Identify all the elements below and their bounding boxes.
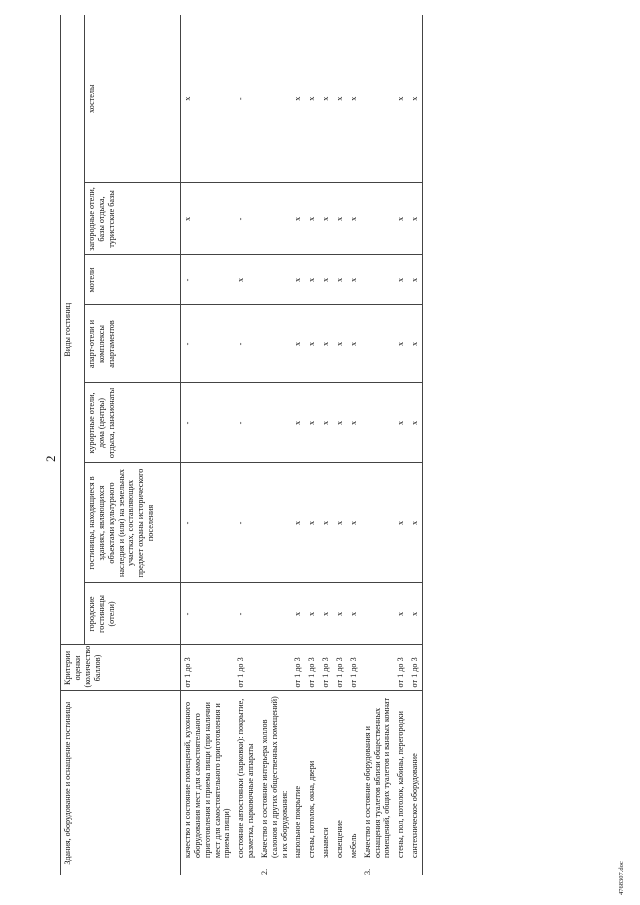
mark-cell: x xyxy=(291,255,305,305)
row-criteria: от 1 до 3 xyxy=(347,645,361,691)
mark-cell: - xyxy=(234,463,258,583)
mark-cell: x xyxy=(291,305,305,383)
row-criteria: от 1 до 3 xyxy=(234,645,258,691)
row-name: стены, пол, потолок, кабины, перегородки xyxy=(396,711,406,858)
mark-cell: x xyxy=(394,255,408,305)
mark-cell: x xyxy=(291,15,305,183)
header-type-motel: мотели xyxy=(85,255,181,305)
row-criteria: от 1 до 3 xyxy=(408,645,422,691)
row-number: 2. xyxy=(259,868,269,875)
mark-cell: x xyxy=(305,183,319,255)
row-name: стены, потолок, окна, двери xyxy=(307,760,317,858)
mark-cell: x xyxy=(291,383,305,463)
header-type-hostel: хостелы xyxy=(85,15,181,183)
row-name: сантехническое оборудование xyxy=(408,691,422,861)
mark-cell: x xyxy=(305,463,319,583)
mark-cell: x xyxy=(347,463,361,583)
mark-cell: - xyxy=(181,583,235,645)
mark-cell: x xyxy=(319,183,333,255)
mark-cell: x xyxy=(408,183,422,255)
row-number xyxy=(333,861,347,875)
mark-cell: x xyxy=(408,463,422,583)
row-number xyxy=(394,861,408,875)
row-name: Качество и состояние интерьера холлов (салонов и других общественных помещений) и их оборудования: xyxy=(259,696,289,858)
row-name: качество и состояние помещений, кухонного оборудования мест для самостоятельного приготовления и приема пищи (при наличии мест для самостоятельного приготовления и приема пищи) xyxy=(183,701,232,858)
mark-cell: x xyxy=(181,15,235,183)
header-type-resort: курортные отели, дома (центры) отдыха, пансионаты xyxy=(85,383,181,463)
mark-cell xyxy=(258,183,292,255)
mark-cell xyxy=(258,383,292,463)
header-hotel-types: Виды гостиниц xyxy=(61,15,85,645)
mark-cell: x xyxy=(319,255,333,305)
row-name: напольное покрытие xyxy=(293,786,303,858)
mark-cell xyxy=(258,255,292,305)
row-criteria xyxy=(258,645,292,691)
row-number xyxy=(305,861,319,875)
mark-cell: x xyxy=(305,255,319,305)
mark-cell: - xyxy=(234,183,258,255)
mark-cell: x xyxy=(347,255,361,305)
mark-cell: - xyxy=(181,255,235,305)
header-type-country: загородные отели, базы отдыха, туристские базы xyxy=(85,183,181,255)
mark-cell: - xyxy=(181,383,235,463)
row-criteria: от 1 до 3 xyxy=(394,645,408,691)
mark-cell xyxy=(361,255,395,305)
table-row xyxy=(347,15,361,875)
mark-cell xyxy=(361,183,395,255)
mark-cell: x xyxy=(394,183,408,255)
header-criteria: Критерии оценки (количество баллов) xyxy=(61,645,181,691)
page-number: 2 xyxy=(43,455,58,462)
row-number xyxy=(291,861,305,875)
row-name: Качество и состояние оборудования и оснащения туалетов вблизи общественных помещений, общих туалетов и ванных комнат xyxy=(362,697,392,858)
row-criteria: от 1 до 3 xyxy=(319,645,333,691)
mark-cell: - xyxy=(181,305,235,383)
mark-cell: x xyxy=(234,255,258,305)
row-criteria xyxy=(361,645,395,691)
mark-cell xyxy=(361,383,395,463)
mark-cell: x xyxy=(408,255,422,305)
row-number xyxy=(234,861,258,875)
row-criteria: от 1 до 3 xyxy=(305,645,319,691)
mark-cell: x xyxy=(333,383,347,463)
row-criteria: от 1 до 3 xyxy=(291,645,305,691)
mark-cell: x xyxy=(319,463,333,583)
row-name: мебель xyxy=(348,833,358,858)
mark-cell: x xyxy=(319,15,333,183)
row-name: занавеси xyxy=(321,827,331,858)
mark-cell: x xyxy=(305,583,319,645)
row-number xyxy=(181,861,235,875)
mark-cell: x xyxy=(291,183,305,255)
mark-cell: x xyxy=(319,583,333,645)
mark-cell: x xyxy=(394,583,408,645)
row-criteria: от 1 до 3 xyxy=(333,645,347,691)
table-row xyxy=(333,15,347,875)
mark-cell xyxy=(361,583,395,645)
header-building: Здания, оборудование и оснащение гостиницы xyxy=(61,691,181,875)
mark-cell: x xyxy=(347,15,361,183)
mark-cell: x xyxy=(319,305,333,383)
mark-cell: x xyxy=(347,383,361,463)
document-filename: 4768307.doc xyxy=(618,861,625,895)
mark-cell: x xyxy=(408,15,422,183)
table-row xyxy=(408,15,422,875)
row-name: состояние автостоянки (парковки): покрытие, разметка, парковочные аппараты xyxy=(236,698,256,858)
mark-cell: x xyxy=(291,583,305,645)
row-name: освещение xyxy=(334,820,344,858)
mark-cell: x xyxy=(408,383,422,463)
table-row xyxy=(181,15,235,875)
mark-cell: x xyxy=(394,463,408,583)
table-row xyxy=(234,15,258,875)
mark-cell: x xyxy=(319,383,333,463)
mark-cell: x xyxy=(291,463,305,583)
mark-cell xyxy=(258,305,292,383)
table-row xyxy=(258,15,292,875)
header-type-heritage: гостиницы, находящиеся в зданиях, являющихся объектами культурного наследия и (или) на земельных участках, составляющих предмет охраны исторического поселения xyxy=(85,463,181,583)
mark-cell: - xyxy=(234,583,258,645)
mark-cell: x xyxy=(333,183,347,255)
mark-cell xyxy=(361,463,395,583)
mark-cell: - xyxy=(234,15,258,183)
row-criteria: от 1 до 3 xyxy=(181,645,235,691)
mark-cell: x xyxy=(333,15,347,183)
mark-cell: - xyxy=(234,305,258,383)
mark-cell: x xyxy=(394,383,408,463)
mark-cell: x xyxy=(408,583,422,645)
mark-cell xyxy=(258,463,292,583)
mark-cell xyxy=(258,15,292,183)
mark-cell: x xyxy=(347,583,361,645)
row-number xyxy=(347,861,361,875)
row-number xyxy=(408,861,422,875)
table-row xyxy=(291,15,305,875)
mark-cell xyxy=(258,583,292,645)
mark-cell: x xyxy=(333,583,347,645)
header-type-apart: апарт-отели и комплексы апартаментов xyxy=(85,305,181,383)
mark-cell: x xyxy=(347,305,361,383)
row-number xyxy=(319,861,333,875)
mark-cell: x xyxy=(305,15,319,183)
mark-cell: x xyxy=(394,305,408,383)
hotel-criteria-table xyxy=(60,15,423,875)
table-row xyxy=(394,15,408,875)
mark-cell: - xyxy=(181,463,235,583)
header-type-city: городские гостиницы (отели) xyxy=(85,583,181,645)
mark-cell: x xyxy=(305,383,319,463)
mark-cell: x xyxy=(408,305,422,383)
mark-cell: x xyxy=(394,15,408,183)
mark-cell: x xyxy=(347,183,361,255)
table-row xyxy=(319,15,333,875)
mark-cell: - xyxy=(234,383,258,463)
mark-cell: x xyxy=(333,255,347,305)
mark-cell: x xyxy=(181,183,235,255)
mark-cell: x xyxy=(305,305,319,383)
mark-cell: x xyxy=(333,463,347,583)
table-row xyxy=(361,15,395,875)
table-row xyxy=(305,15,319,875)
mark-cell: x xyxy=(333,305,347,383)
mark-cell xyxy=(361,15,395,183)
row-number: 3. xyxy=(362,868,372,875)
mark-cell xyxy=(361,305,395,383)
